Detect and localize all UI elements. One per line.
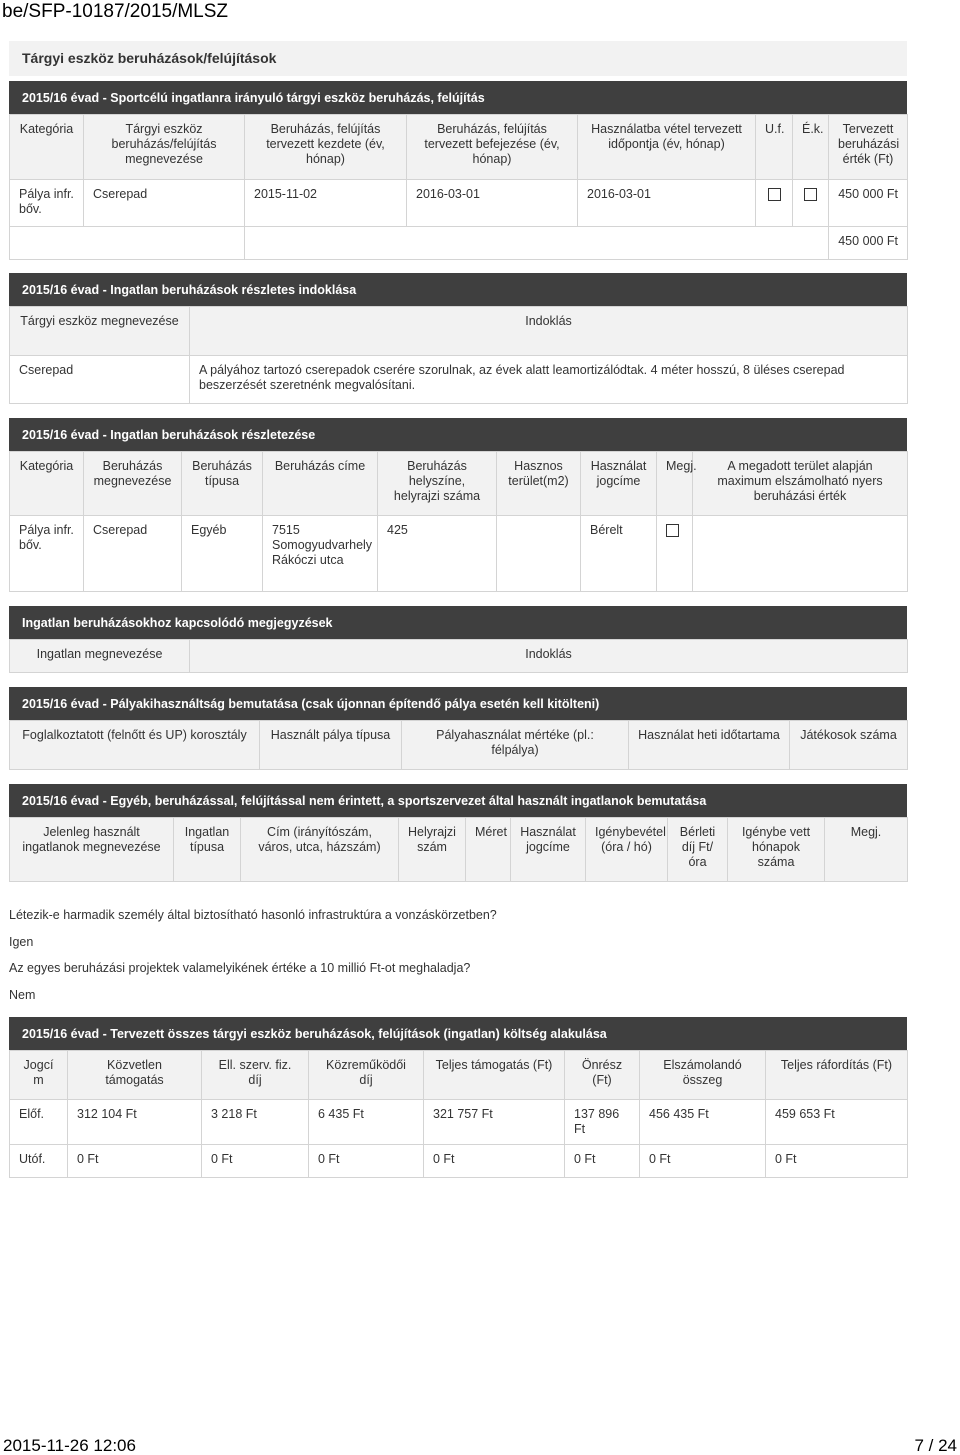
col-korosztaly: Foglalkoztatott (felnőtt és UP) korosztály [10, 721, 260, 770]
col-kezdete: Beruházás, felújítás tervezett kezdete (év, hónap) [245, 115, 407, 180]
costs-table [9, 1050, 908, 1178]
col-megnevezes: Tárgyi eszköz beruházás/felújítás megnevezése [84, 115, 245, 180]
section-bar-costs: 2015/16 évad - Tervezett összes tárgyi eszköz beruházások, felújítások (ingatlan) költség alakulása [9, 1017, 907, 1050]
cell-ertek: 450 000 Ft [829, 180, 908, 227]
col-palyahasznalat: Pályahasználat mértéke (pl.: félpálya) [402, 721, 629, 770]
cell-teljes-raforditas: 0 Ft [766, 1145, 908, 1178]
col-beruhazas-megnevezese: Beruházás megnevezése [84, 452, 182, 516]
details-table [9, 451, 908, 592]
section-bar-usage: 2015/16 évad - Pályakihasználtság bemutatása (csak újonnan építendő pálya esetén kell kitölteni) [9, 687, 907, 720]
col-uf: U.f. [756, 115, 793, 180]
cell-beruhazas-megnevezese: Cserepad [84, 516, 182, 592]
ek-checkbox[interactable] [804, 188, 817, 201]
usage-table [9, 720, 908, 770]
answer-2: Nem [9, 988, 36, 1002]
col-teljes-raforditas: Teljes ráfordítás (Ft) [766, 1051, 908, 1100]
col-kategoria: Kategória [10, 452, 84, 516]
col-beruhazas-tipusa: Beruházás típusa [182, 452, 263, 516]
cell-megj [657, 516, 693, 592]
cell-onresz: 137 896 Ft [565, 1100, 640, 1145]
cell-kozremukodoi: 6 435 Ft [309, 1100, 424, 1145]
uf-checkbox[interactable] [768, 188, 781, 201]
section-title: Tárgyi eszköz beruházások/felújítások [9, 41, 907, 76]
table-row [10, 356, 908, 404]
col-helyszine: Beruházás helyszíne, helyrajzi száma [378, 452, 497, 516]
col-elszamolando: Elszámolandó összeg [640, 1051, 766, 1100]
col-berleti-dij: Bérleti díj Ft/óra [668, 818, 728, 882]
col-max-ertek: A megadott terület alapján maximum elszámolható nyers beruházási érték [693, 452, 908, 516]
col-ingatlan-megnevezese: Ingatlan megnevezése [10, 640, 190, 673]
notes-table [9, 639, 908, 673]
cell-kategoria: Pálya infr. bőv. [10, 516, 84, 592]
section-bar-justification: 2015/16 évad - Ingatlan beruházások részletes indoklása [9, 273, 907, 306]
col-jatekosok: Játékosok száma [790, 721, 908, 770]
col-helyrajzi-szam: Helyrajzi szám [399, 818, 466, 882]
cell-indoklas: A pályához tartozó cserepadok cserére szorulnak, az évek alatt leamortizálódtak. 4 méter hosszú, 8 üléses cserepad beszerzését szeretnénk megvalósítani. [190, 356, 908, 404]
total-spacer-1 [10, 227, 245, 260]
col-cim: Cím (irányítószám, város, utca, házszám) [241, 818, 399, 882]
total-spacer-2 [245, 227, 829, 260]
question-2: Az egyes beruházási projektek valamelyikének értéke a 10 millió Ft-ot meghaladja? [9, 961, 471, 975]
cell-onresz: 0 Ft [565, 1145, 640, 1178]
cell-teljes-raforditas: 459 653 Ft [766, 1100, 908, 1145]
cell-elszamolando: 456 435 Ft [640, 1100, 766, 1145]
cell-helyszine: 425 [378, 516, 497, 592]
col-heti-idotartam: Használat heti időtartama [629, 721, 790, 770]
footer-date: 2015-11-26 12:06 [3, 1436, 136, 1455]
col-eszkoz-megnevezese: Tárgyi eszköz megnevezése [10, 307, 190, 356]
col-ingatlan-tipusa: Ingatlan típusa [174, 818, 241, 882]
cell-jogcim: Előf. [10, 1100, 68, 1145]
cell-max-ertek [693, 516, 908, 592]
table-row [10, 1145, 908, 1178]
col-kozvetlen-tamogatas: Közvetlen támogatás [68, 1051, 202, 1100]
document-id: be/SFP-10187/2015/MLSZ [2, 1, 229, 22]
col-honapok: Igénybe vett hónapok száma [728, 818, 825, 882]
cell-kozremukodoi: 0 Ft [309, 1145, 424, 1178]
col-megj: Megj. [825, 818, 908, 882]
section-bar-other-properties: 2015/16 évad - Egyéb, beruházással, felújítással nem érintett, a sportszervezet által használt ingatlanok bemutatása [9, 784, 907, 817]
cell-terulet [497, 516, 581, 592]
col-indoklas: Indoklás [190, 640, 908, 673]
col-onresz: Önrész (Ft) [565, 1051, 640, 1100]
cell-megnevezes: Cserepad [84, 180, 245, 227]
col-hasznalat-jogcime: Használat jogcíme [511, 818, 586, 882]
footer-page-number: 7 / 24 [914, 1436, 957, 1455]
col-indoklas: Indoklás [190, 307, 908, 356]
section-bar-investment: 2015/16 évad - Sportcélú ingatlanra irányuló tárgyi eszköz beruházás, felújítás [9, 81, 907, 114]
cell-ell-szerv: 0 Ft [202, 1145, 309, 1178]
section-bar-notes: Ingatlan beruházásokhoz kapcsolódó megjegyzések [9, 606, 907, 639]
col-ek: É.k. [793, 115, 829, 180]
cell-ek [793, 180, 829, 227]
total-value: 450 000 Ft [829, 227, 908, 260]
col-befejezese: Beruházás, felújítás tervezett befejezése (év, hónap) [407, 115, 578, 180]
cell-hasznalatba: 2016-03-01 [578, 180, 756, 227]
cell-kozvetlen: 0 Ft [68, 1145, 202, 1178]
col-kategoria: Kategória [10, 115, 84, 180]
col-ertek: Tervezett beruházási érték (Ft) [829, 115, 908, 180]
other-properties-table [9, 817, 908, 882]
cell-teljes-tamogatas: 0 Ft [424, 1145, 565, 1178]
col-teljes-tamogatas: Teljes támogatás (Ft) [424, 1051, 565, 1100]
col-meret: Méret [466, 818, 511, 882]
section-bar-details: 2015/16 évad - Ingatlan beruházások részletezése [9, 418, 907, 451]
table-row [10, 1100, 908, 1145]
col-igenybevetel: Igénybevétel (óra / hó) [586, 818, 668, 882]
col-jelenlegi-ingatlanok: Jelenleg használt ingatlanok megnevezése [10, 818, 174, 882]
col-megj: Megj. [657, 452, 693, 516]
cell-befejezese: 2016-03-01 [407, 180, 578, 227]
col-palya-tipusa: Használt pálya típusa [260, 721, 402, 770]
table-row [10, 516, 908, 592]
cell-kezdete: 2015-11-02 [245, 180, 407, 227]
cell-eszkoz-megnevezese: Cserepad [10, 356, 190, 404]
table-row [10, 180, 908, 227]
col-hasznalatba: Használatba vétel tervezett időpontja (év, hónap) [578, 115, 756, 180]
col-jogcim: Jogcí m [10, 1051, 68, 1100]
col-beruhazas-cime: Beruházás címe [263, 452, 378, 516]
col-kozremukodoi-dij: Közreműködői díj [309, 1051, 424, 1100]
question-1: Létezik-e harmadik személy által biztosítható hasonló infrastruktúra a vonzáskörzetben? [9, 908, 497, 922]
megj-checkbox[interactable] [666, 524, 679, 537]
cell-ell-szerv: 3 218 Ft [202, 1100, 309, 1145]
col-ell-szerv-dij: Ell. szerv. fiz. díj [202, 1051, 309, 1100]
cell-jogcim: Utóf. [10, 1145, 68, 1178]
cell-beruhazas-cime: 7515 Somogyudvarhely Rákóczi utca [263, 516, 378, 592]
cell-teljes-tamogatas: 321 757 Ft [424, 1100, 565, 1145]
cell-kozvetlen: 312 104 Ft [68, 1100, 202, 1145]
cell-jogcime: Bérelt [581, 516, 657, 592]
answer-1: Igen [9, 935, 34, 949]
col-terulet: Hasznos terület(m2) [497, 452, 581, 516]
justification-table [9, 306, 908, 404]
total-row [10, 227, 908, 260]
cell-elszamolando: 0 Ft [640, 1145, 766, 1178]
cell-kategoria: Pálya infr. bőv. [10, 180, 84, 227]
col-jogcime: Használat jogcíme [581, 452, 657, 516]
investment-table [9, 114, 908, 260]
cell-uf [756, 180, 793, 227]
cell-beruhazas-tipusa: Egyéb [182, 516, 263, 592]
